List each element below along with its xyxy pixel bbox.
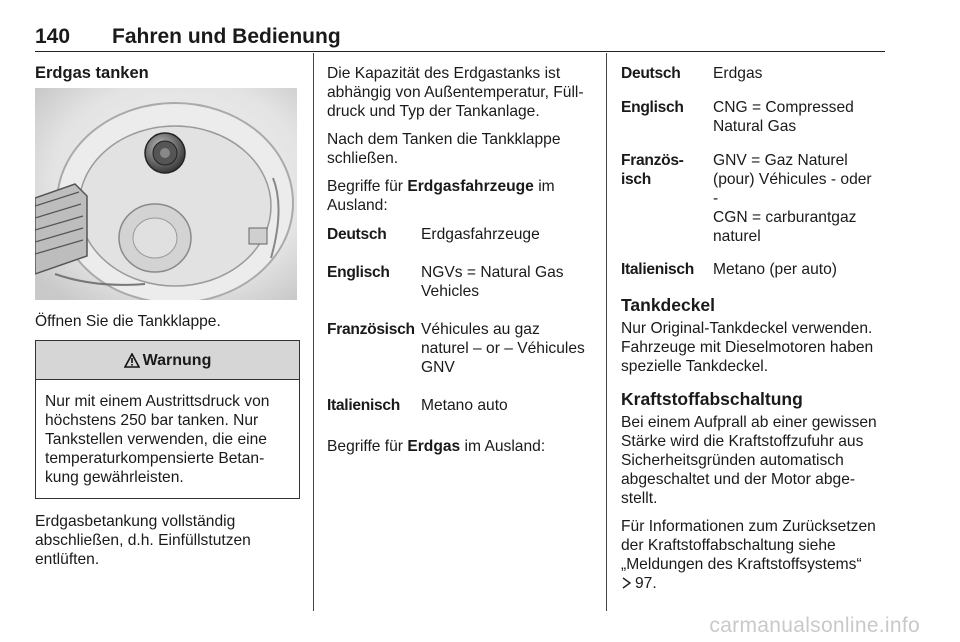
- table-label: [621, 64, 713, 83]
- value-line: Natural Gas: [713, 118, 797, 135]
- label-line: Französ-: [621, 152, 684, 169]
- value-line: naturel: [713, 228, 761, 245]
- paragraph: [327, 177, 592, 215]
- text-line: Nur Original-Tankdeckel verwenden.: [621, 320, 873, 337]
- table-label: [621, 98, 713, 136]
- text-run: im Ausland:: [460, 438, 546, 455]
- table-row: [621, 64, 886, 83]
- value-line: Erdgasfahrzeuge: [421, 226, 540, 243]
- warning-text: [36, 380, 299, 498]
- text-line: abschließen, d.h. Einfüllstutzen: [35, 532, 251, 549]
- text-line: Erdgasbetankung vollständig: [35, 513, 236, 530]
- paragraph: [35, 512, 300, 569]
- table-row: [621, 98, 886, 136]
- text-line: spezielle Tankdeckel.: [621, 358, 769, 375]
- value-line: Metano (per auto): [713, 261, 837, 278]
- label-line: Italienisch: [621, 261, 694, 278]
- table-label: Englisch: [327, 264, 390, 281]
- page-reference-number: 97.: [635, 575, 657, 592]
- text-line: abgeschaltet und der Motor abge-: [621, 471, 856, 488]
- table-value: [713, 151, 886, 246]
- value-line: GNV = Gaz Naturel: [713, 152, 848, 169]
- table-row: [327, 320, 592, 377]
- warning-line: Nur mit einem Austrittsdruck von: [45, 393, 270, 410]
- text-line: Die Kapazität des Erdgastanks ist: [327, 65, 561, 82]
- page-reference[interactable]: [621, 574, 886, 593]
- table-label: Deutsch: [327, 226, 387, 243]
- text-line: der Kraftstoffabschaltung siehe: [621, 537, 836, 554]
- label-line: Deutsch: [621, 65, 681, 82]
- warning-header: [36, 341, 299, 380]
- warning-line: kung gewährleisten.: [45, 469, 184, 486]
- text-line: schließen.: [327, 150, 399, 167]
- text-line: Für Informationen zum Zurücksetzen: [621, 518, 876, 535]
- table-label: [621, 151, 713, 246]
- bold-term: Erdgasfahrzeuge: [407, 178, 534, 195]
- table-label: [621, 260, 713, 279]
- table-value: [713, 260, 886, 279]
- value-line: (pour) Véhicules - oder: [713, 171, 872, 188]
- warning-line: Tankstellen verwenden, die eine: [45, 431, 267, 448]
- table-value: [421, 320, 592, 377]
- text-run: Begriffe für: [327, 438, 408, 455]
- text-line: Stärke wird die Kraftstoffzufuhr aus: [621, 433, 864, 450]
- terms-table: [327, 225, 592, 415]
- value-line: Erdgas: [713, 65, 763, 82]
- table-row: [621, 151, 886, 246]
- text-line: abhängig von Außentemperatur, Füll-: [327, 84, 584, 101]
- value-line: -: [713, 190, 719, 207]
- label-line: isch: [621, 171, 652, 188]
- text-line: stellt.: [621, 490, 658, 507]
- table-value: [421, 396, 592, 415]
- value-line: Metano auto: [421, 397, 508, 414]
- value-line: Vehicles: [421, 283, 480, 300]
- warning-line: temperaturkompensierte Betan-: [45, 450, 265, 467]
- terms-table: [621, 64, 886, 279]
- text-line: Ausland:: [327, 197, 388, 214]
- text-run: Begriffe für: [327, 178, 408, 195]
- label-line: Englisch: [621, 99, 684, 116]
- paragraph: [621, 413, 886, 508]
- table-label: Französisch: [327, 321, 415, 338]
- table-row: [327, 396, 592, 415]
- table-value: [713, 98, 886, 136]
- table-value: [713, 64, 886, 83]
- value-line: CNG = Compressed: [713, 99, 854, 116]
- page-number: 140: [35, 25, 71, 48]
- table-value: [421, 263, 592, 301]
- paragraph: [621, 319, 886, 376]
- bold-term: Erdgas: [407, 438, 461, 455]
- text-line: Bei einem Aufprall ab einer gewissen: [621, 414, 877, 431]
- paragraph: [327, 437, 592, 456]
- paragraph: [327, 130, 592, 168]
- value-line: Véhicules au gaz: [421, 321, 540, 338]
- table-row: [327, 225, 592, 244]
- warning-title: Warnung: [142, 351, 212, 369]
- paragraph: [621, 517, 886, 593]
- text-line: entlüften.: [35, 551, 100, 568]
- page-reference-arrow-icon: [621, 577, 632, 589]
- section-heading: Tankdeckel: [621, 295, 716, 315]
- column-1: [35, 64, 300, 578]
- chapter-title: Fahren und Bedienung: [112, 25, 341, 48]
- fuel-filler-illustration: [35, 88, 297, 300]
- text-line: Sicherheitsgründen automatisch: [621, 452, 844, 469]
- value-line: NGVs = Natural Gas: [421, 264, 564, 281]
- value-line: naturel – or – Véhicules: [421, 340, 585, 357]
- table-label: Italienisch: [327, 397, 400, 414]
- watermark: carmanualsonline.info: [709, 614, 920, 637]
- value-line: CGN = carburantgaz: [713, 209, 857, 226]
- column-3: [621, 64, 886, 602]
- text-line: Fahrzeuge mit Dieselmotoren haben: [621, 339, 874, 356]
- warning-box: [35, 340, 300, 499]
- text-line: Nach dem Tanken die Tankklappe: [327, 131, 561, 148]
- warning-triangle-icon: [124, 353, 140, 368]
- table-value: [421, 225, 592, 244]
- column-divider: [313, 53, 314, 611]
- paragraph: Öffnen Sie die Tankklappe.: [35, 313, 221, 330]
- text-line: „Meldungen des Kraftstoffsystems“: [621, 556, 862, 573]
- column-2: [327, 64, 592, 465]
- table-row: [621, 260, 886, 279]
- section-heading: Erdgas tanken: [35, 64, 149, 82]
- paragraph: [327, 64, 592, 121]
- value-line: GNV: [421, 359, 455, 376]
- section-heading: Kraftstoffabschaltung: [621, 389, 803, 409]
- warning-line: höchstens 250 bar tanken. Nur: [45, 412, 259, 429]
- fuel-filler-cng-icon: [35, 88, 297, 300]
- column-divider: [606, 53, 607, 611]
- page-header: [35, 25, 885, 52]
- table-row: [327, 263, 592, 301]
- text-run: im: [533, 178, 555, 195]
- text-line: druck und Typ der Tankanlage.: [327, 103, 540, 120]
